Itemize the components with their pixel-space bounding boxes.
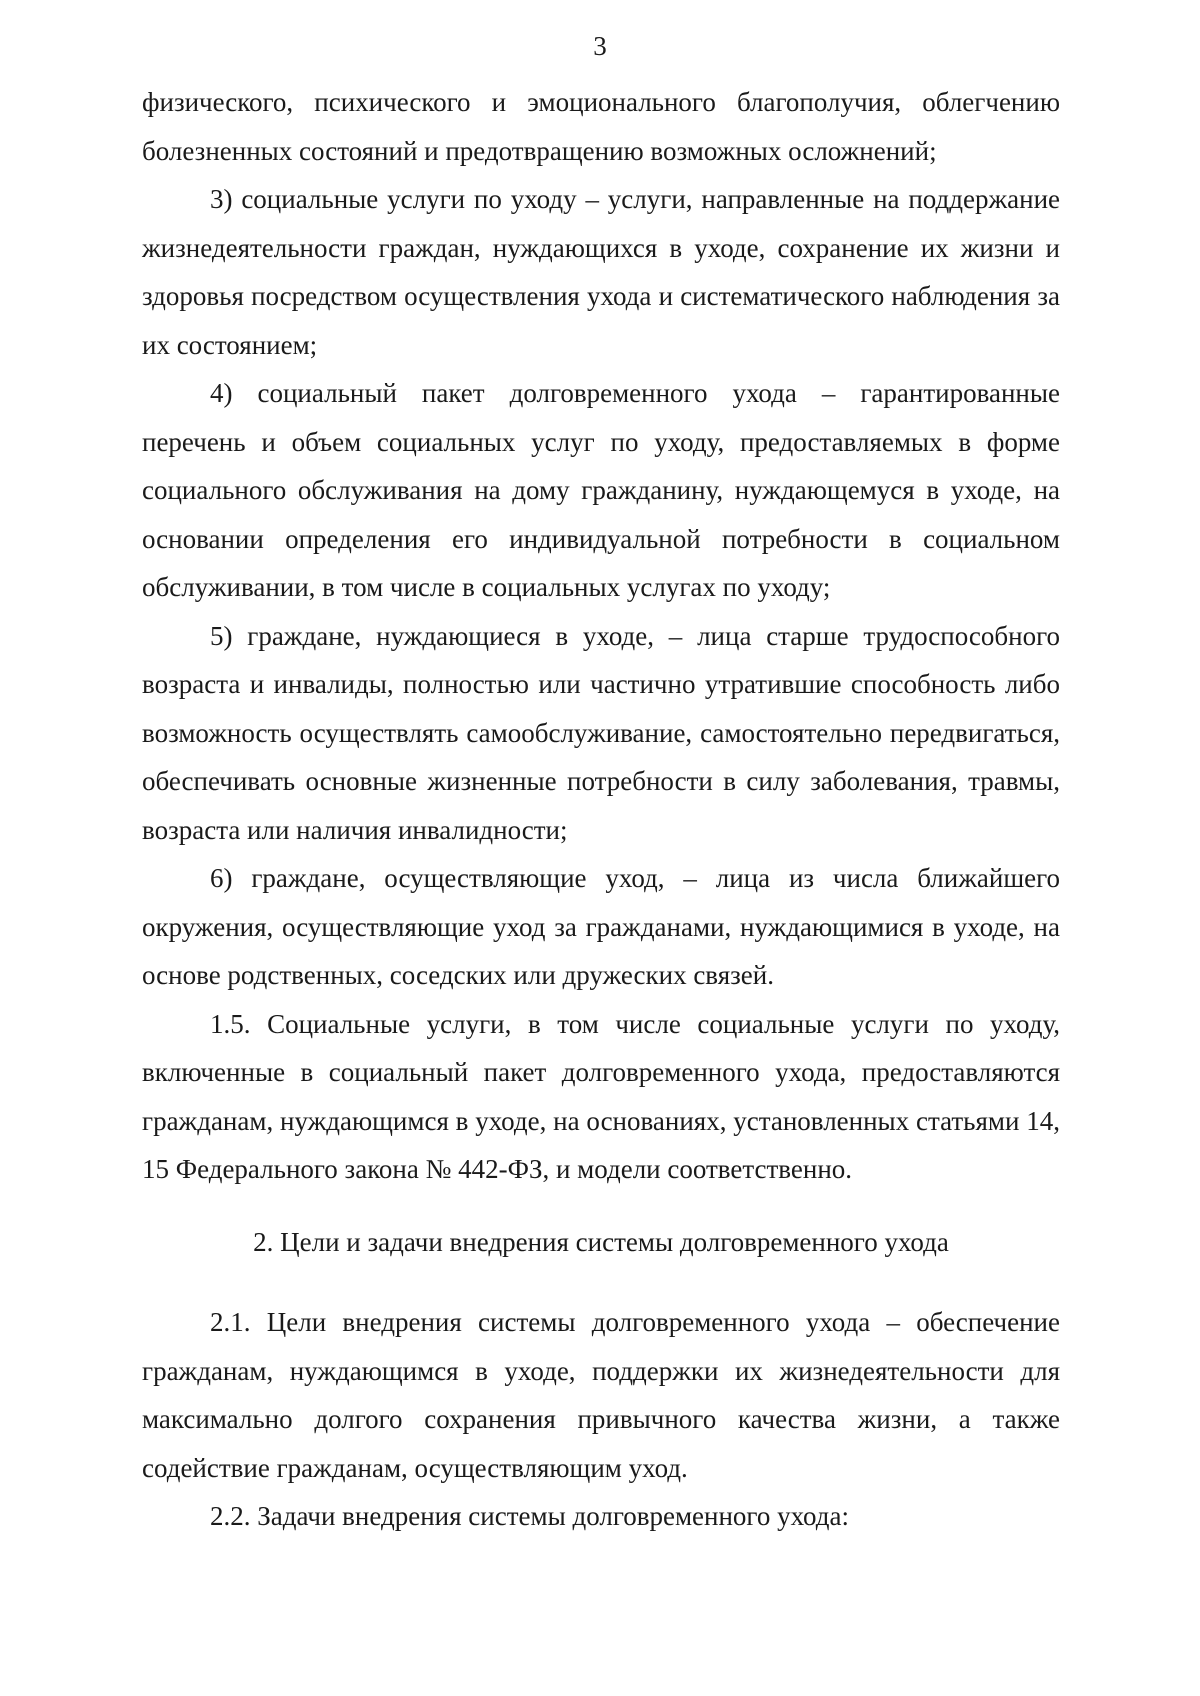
section-heading: 2. Цели и задачи внедрения системы долговременного ухода xyxy=(253,1226,949,1257)
paragraph-item-3: 3) социальные услуги по уходу – услуги, направленные на поддержание жизнедеятельности граждан, нуждающихся в уходе, сохранение их жизни и здоровья посредством осуществления ухода и систематического наблюдения за их состоянием; xyxy=(142,184,1060,360)
paragraph-2-2: 2.2. Задачи внедрения системы долговременного ухода: xyxy=(210,1501,849,1531)
document-body xyxy=(142,78,1060,1541)
paragraph-item-5: 5) граждане, нуждающиеся в уходе, – лица старше трудоспособного возраста и инвалиды, полностью или частично утратившие способность либо возможность осуществлять самообслуживание, самостоятельно передвигаться, обеспечивать основные жизненные потребности в силу заболевания, травмы, возраста или наличия инвалидности; xyxy=(142,620,1060,845)
paragraph-continuation: физического, психического и эмоционального благополучия, облегчению болезненных состояний и предотвращению возможных осложнений; xyxy=(142,87,1060,166)
paragraph-item-4: 4) социальный пакет долговременного ухода – гарантированные перечень и объем социальных услуг по уходу, предоставляемых в форме социального обслуживания на дому гражданину, нуждающемуся в уходе, на основании определения его индивидуальной потребности в социальном обслуживании, в том числе в социальных услугах по уходу; xyxy=(142,378,1060,602)
page-number: 3 xyxy=(593,31,607,61)
paragraph-2-1: 2.1. Цели внедрения системы долговременного ухода – обеспечение гражданам, нуждающимся в уходе, поддержки их жизнедеятельности для максимально долгого сохранения привычного качества жизни, а также содействие гражданам, осуществляющим уход. xyxy=(142,1307,1060,1483)
paragraph-item-6: 6) граждане, осуществляющие уход, – лица из числа ближайшего окружения, осуществляющие уход за гражданами, нуждающимися в уходе, на основе родственных, соседских или дружеских связей. xyxy=(142,863,1060,990)
paragraph-1-5: 1.5. Социальные услуги, в том числе социальные услуги по уходу, включенные в социальный пакет долговременного ухода, предоставляются гражданам, нуждающимся в уходе, на основаниях, установленных статьями 14, 15 Федерального закона № 442-ФЗ, и модели соответственно. xyxy=(142,1008,1060,1184)
